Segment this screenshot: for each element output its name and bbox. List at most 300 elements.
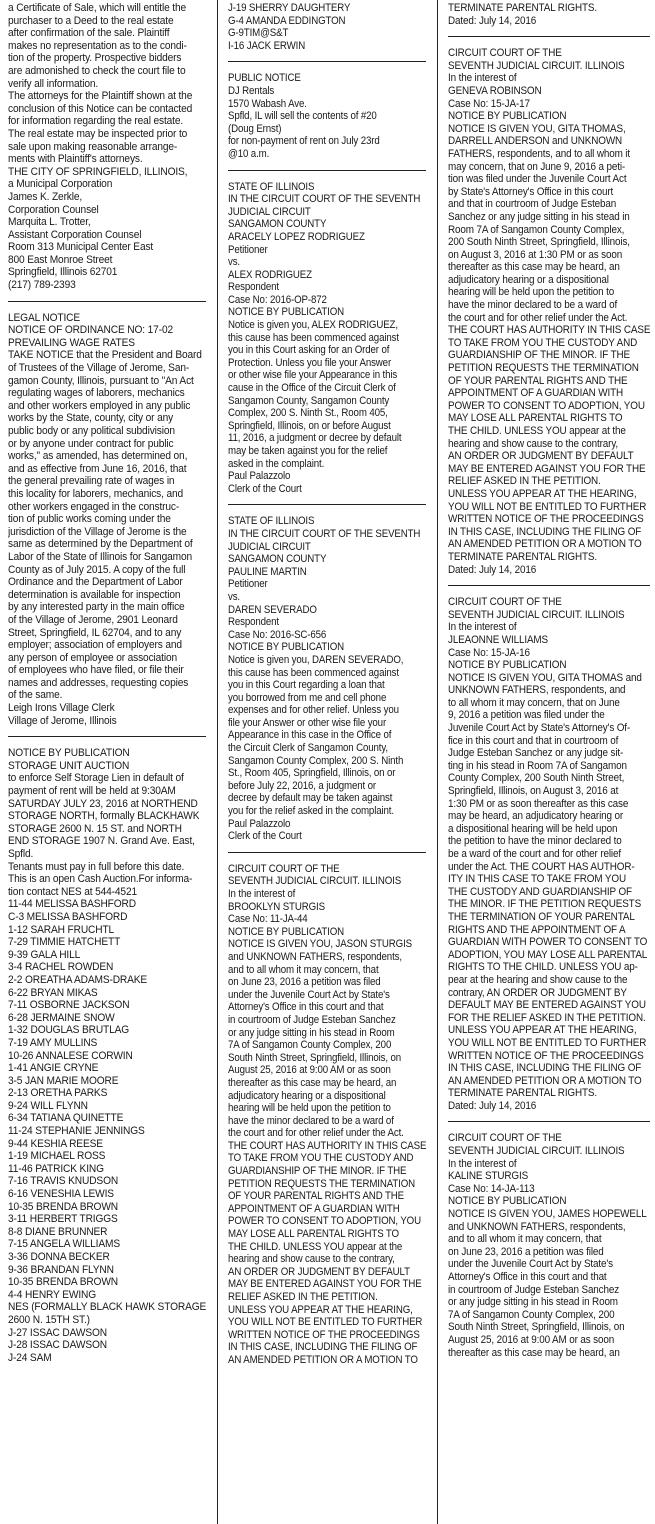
notice-line: SATURDAY JULY 23, 2016 at NORTHEND [8, 797, 198, 810]
notice-line: other workers engaged in the construc- [8, 500, 180, 513]
notice-line: public body or any political subdivision [8, 425, 175, 437]
notice-separator [8, 736, 206, 737]
notice-line: THE TERMINATION OF YOUR PARENTAL [448, 910, 635, 923]
notice-line: Notice is given you, DAREN SEVERADO, [228, 653, 404, 666]
notice-line: NOTICE BY PUBLICATION [8, 747, 130, 760]
notice-line: RELIEF ASKED IN THE PETITION. [228, 1291, 378, 1303]
notice-line: asked in the complaint. [228, 457, 325, 470]
notice-line: in courtroom of Judge Esteban Sanchez [448, 1283, 620, 1296]
notice-line: PAULINE MARTIN [228, 565, 307, 578]
notice-line: AN AMENDED PETITION OR A MOTION TO [448, 538, 642, 551]
notice-line: gamon County, Illinois, pursuant to "An Act [8, 374, 194, 387]
column-divider [437, 0, 438, 1524]
notice-line: SEVENTH JUDICIAL CIRCUIT. ILLINOIS [228, 875, 402, 888]
notice-line: vs. [228, 590, 241, 603]
notice-separator [448, 36, 650, 37]
column-divider [217, 0, 218, 1524]
notice-line: SEVENTH JUDICIAL CIRCUIT. ILLINOIS [448, 608, 625, 621]
notice-line: SEVENTH JUDICIAL CIRCUIT. ILLINOIS [448, 59, 625, 72]
notice-line: 3-11 HERBERT TRIGGS [8, 1213, 118, 1226]
legal-notice [448, 2, 650, 27]
notice-line: and to all whom it may concern, that [228, 963, 379, 976]
notice-line: employer; association of employers and [8, 639, 182, 652]
notice-line: PETITION REQUESTS THE TERMINATION [448, 362, 639, 375]
notice-line: 200 South Ninth Street, Springfield, Illinois, [448, 236, 630, 249]
notice-line: NOTICE BY PUBLICATION [448, 110, 567, 123]
notice-line: Appearance in this case in the Office of [228, 729, 392, 742]
notice-line: FATHERS, respondents, and to all whom it [448, 147, 630, 160]
notice-line: a Certificate of Sale, which will entitle the [8, 2, 187, 14]
notice-line: MAY BE ENTERED AGAINST YOU FOR THE [448, 462, 646, 475]
notice-line: hearing will be held upon the petition to [228, 1102, 391, 1115]
notice-line: adjudicatory hearing or a dispositional [448, 273, 609, 286]
notice-line: Respondent [228, 616, 280, 629]
notice-line: Case No: 2016-SC-656 [228, 628, 327, 641]
notice-line: RIGHTS AND THE APPOINTMENT OF A [448, 923, 626, 936]
legal-notice [448, 596, 650, 1112]
notice-line: to enforce Self Storage Lien in default of [8, 772, 184, 785]
notice-line: 7-15 ANGELA WILLIAMS [8, 1238, 121, 1251]
notice-line: this cause has been commenced against [228, 666, 399, 679]
notice-line: may be heard, an adjudicatory hearing or [448, 810, 624, 823]
notice-line: JUDICIAL CIRCUIT [228, 540, 311, 553]
notice-line: 3-4 RACHEL ROWDEN [8, 961, 114, 974]
notice-line: of employees who have filed, or file their [8, 664, 184, 677]
notice-line: KALINE STURGIS [448, 1170, 529, 1183]
notice-line: Clerk of the Court [228, 482, 302, 495]
notice-line: verify all information. [8, 77, 99, 90]
notice-line: RIGHTS TO THE CHILD. UNLESS YOU ap- [448, 961, 638, 974]
notice-line: DEFAULT MAY BE ENTERED AGAINST YOU [448, 999, 646, 1012]
notice-line: you in this Court asking for an Order of [228, 344, 390, 357]
notice-line: UNLESS YOU APPEAR AT THE HEARING, [448, 1024, 637, 1037]
notice-line: may be taken against you for the relief [228, 445, 388, 457]
notice-line: I-16 JACK ERWIN [228, 39, 306, 52]
notice-line: THE COURT HAS AUTHORITY IN THIS CASE [228, 1139, 426, 1152]
notice-line: 6-16 VENESHIA LEWIS [8, 1188, 114, 1201]
notice-line: 6-34 TATIANA QUINETTE [8, 1112, 124, 1125]
notice-line: THE CHILD. UNLESS YOU appear at the [448, 425, 626, 437]
notice-line: 8-8 DIANE BRUNNER [8, 1225, 108, 1238]
notice-line: for non-payment of rent on July 23rd [228, 135, 380, 148]
notice-line: 7-16 TRAVIS KNUDSON [8, 1175, 119, 1188]
notice-line: 2-2 OREATHA ADAMS-DRAKE [8, 973, 148, 986]
notice-line: G-4 AMANDA EDDINGTON [228, 14, 346, 27]
notice-line: Protection. Unless you file your Answer [228, 356, 392, 369]
notice-line: STORAGE UNIT AUCTION [8, 759, 130, 772]
notice-line: Respondent [228, 281, 280, 294]
notice-line: ARACELY LOPEZ RODRIGUEZ [228, 230, 365, 243]
notice-line: Attorney's Office in this court and that [228, 1001, 384, 1014]
notice-line: or by anyone under contract for public [8, 437, 174, 450]
notice-line: POWER TO CONSENT TO ADOPTION, YOU [448, 399, 645, 412]
notice-line: or other wise file your Appearance in this [228, 369, 398, 382]
notice-line: thereafter as this case may be heard, an [228, 1076, 397, 1089]
notice-line: thereafter as this case may be heard, an [448, 261, 620, 274]
notice-line: 10-35 BRENDA BROWN [8, 1276, 119, 1289]
notice-line: BROOKLYN STURGIS [228, 900, 325, 913]
notice-separator [8, 301, 206, 302]
notice-line: 11, 2016, a judgment or decree by default [228, 432, 402, 445]
notice-line: you for the relief asked in the complaint. [228, 805, 394, 818]
notice-line: the Circuit Clerk of Sangamon County, [228, 742, 388, 755]
notice-line: makes no representation as to the condi- [8, 39, 187, 52]
notice-line: JLEAONNE WILLIAMS [448, 633, 549, 646]
notice-line: contrary, AN ORDER OR JUDGMENT BY [448, 986, 627, 999]
notice-line: fice in this court and that in courtroom of [448, 734, 619, 747]
notice-line: CIRCUIT COURT OF THE [448, 596, 562, 609]
notice-line: Notice is given you, ALEX RODRIGUEZ, [228, 319, 398, 332]
notice-line: Springfield, Illinois 62701 [8, 266, 118, 279]
notice-line: THE CUSTODY AND GUARDIANSHIP OF [448, 885, 632, 898]
notice-line: J-27 ISSAC DAWSON [8, 1326, 108, 1339]
notice-line: ments with Plaintiff's attorneys. [8, 153, 143, 166]
notice-line: In the interest of [448, 621, 517, 634]
notice-line: AN ORDER OR JUDGMENT BY DEFAULT [228, 1265, 410, 1278]
notice-line: under the Juvenile Court Act by State's [448, 1258, 613, 1271]
notice-line: YOU WILL NOT BE ENTITLED TO FURTHER [228, 1316, 423, 1329]
notice-line: YOU WILL NOT BE ENTITLED TO FURTHER [448, 1036, 647, 1049]
notice-line: Springfield, Illinois, on or before August [228, 419, 391, 432]
notice-line: PUBLIC NOTICE [228, 72, 301, 85]
notice-line: 10-35 BRENDA BROWN [8, 1200, 119, 1213]
notice-line: in courtroom of Judge Esteban Sanchez [228, 1013, 396, 1026]
notice-line: Case No: 11-JA-44 [228, 913, 308, 926]
notice-line: IN THE CIRCUIT COURT OF THE SEVENTH [228, 193, 421, 206]
notice-line: TO TAKE FROM YOU THE CUSTODY AND [448, 336, 638, 349]
notice-line: you in this Court regarding a loan that [228, 679, 385, 692]
notice-line: G-9TIM@S&T [228, 27, 289, 40]
notice-line: to all whom it may concern, that on June [448, 696, 620, 709]
notice-line: NOTICE BY PUBLICATION [448, 659, 567, 672]
notice-line: IN THIS CASE, INCLUDING THE FILING OF [448, 1062, 642, 1075]
notice-line: FOR THE RELIEF ASKED IN THE PETITION. [448, 1011, 646, 1024]
notice-line: Juvenile Court Act by State's Attorney's Of- [448, 722, 631, 735]
legal-notice [228, 863, 426, 1367]
notice-line: 9-24 WILL FLYNN [8, 1099, 88, 1112]
notice-line: NOTICE BY PUBLICATION [228, 925, 345, 938]
notice-line: decree by default may be taken against [228, 792, 393, 805]
notice-line: WRITTEN NOTICE OF THE PROCEEDINGS [448, 513, 644, 526]
notice-line: hearing and show cause to the contrary, [228, 1253, 395, 1266]
notice-line: 4-4 HENRY EWING [8, 1288, 97, 1301]
notice-line: 1-41 ANGIE CRYNE [8, 1062, 99, 1075]
notice-line: have the minor declared to be a ward of [228, 1114, 394, 1127]
notice-line: DAREN SEVERADO [228, 603, 317, 616]
notice-line: UNLESS YOU APPEAR AT THE HEARING, [228, 1303, 413, 1316]
notice-line: Labor of the State of Illinois for Sangamon [8, 550, 193, 563]
notice-line: file your Answer or other wise file your [228, 716, 387, 729]
notice-line: STATE OF ILLINOIS [228, 515, 315, 528]
notice-line: tion of public works coming under the [8, 513, 171, 526]
notice-line: conclusion of this Notice can be contacted [8, 102, 193, 115]
notice-line: sale upon making reasonable arrange- [8, 140, 178, 153]
notice-line: by any interested party in the main office [8, 601, 185, 614]
notice-line: OF YOUR PARENTAL RIGHTS AND THE [228, 1190, 404, 1203]
legal-notice [228, 2, 426, 52]
notice-line: SANGAMON COUNTY [228, 218, 327, 231]
notice-line: GUARDIANSHIP OF THE MINOR. IF THE [448, 349, 630, 362]
notice-line: ting in his stead in Room 7A of Sangamon [448, 759, 627, 772]
notice-line: PREVAILING WAGE RATES [8, 336, 135, 349]
notice-line: may concern, that on June 9, 2016 a peti- [448, 160, 626, 173]
notice-line: Paul Palazzolo [228, 470, 291, 483]
legal-notice [8, 312, 206, 728]
notice-line: NOTICE BY PUBLICATION [448, 1195, 567, 1208]
notice-line: 9, 2016 a petition was filed under the [448, 709, 605, 722]
notice-line: CIRCUIT COURT OF THE [448, 1132, 562, 1145]
notice-line: 6-28 JERMAINE SNOW [8, 1011, 115, 1024]
notice-line: vs. [228, 256, 241, 269]
notice-line: works by the State, county, city or any [8, 412, 174, 425]
notice-line: Village of Jerome, Illinois [8, 714, 117, 727]
notice-line: under the Juvenile Court Act by State's [228, 988, 390, 1001]
notice-line: IN THE CIRCUIT COURT OF THE SEVENTH [228, 527, 421, 540]
notice-line: Attorney's Office in this court and that [448, 1271, 607, 1283]
notice-line: STATE OF ILLINOIS [228, 180, 315, 193]
notice-line: 9-36 BRANDAN FLYNN [8, 1263, 114, 1276]
notice-line: and UNKNOWN FATHERS, respondents, [228, 950, 402, 963]
legal-notice [8, 747, 206, 1364]
notice-line: the general prevailing rate of wages in [8, 475, 175, 488]
notice-line: Spfld, IL will sell the contents of #20 [228, 110, 377, 123]
notice-line: for information regarding the real estate. [8, 115, 184, 128]
notice-line: purchaser to a Deed to the real estate [8, 14, 174, 27]
notice-line: Marquita L. Trotter, [8, 216, 91, 229]
notice-line: NES (FORMALLY BLACK HAWK STORAGE [8, 1301, 206, 1314]
notice-line: In the interest of [448, 1157, 517, 1170]
notice-line: are admonished to check the court file to [8, 64, 186, 77]
notice-line: and to all whom it may concern, that [448, 1233, 602, 1246]
notice-line: J-28 ISSAC DAWSON [8, 1339, 108, 1352]
notice-line: POWER TO CONSENT TO ADOPTION, YOU [228, 1215, 421, 1228]
notice-line: J-19 SHERRY DAUGHTERY [228, 2, 351, 14]
notice-line: the court and for other relief under the Act. [228, 1127, 404, 1140]
notice-line: 800 East Monroe Street [8, 253, 113, 266]
column-2 [228, 2, 426, 1522]
notice-line: 10-26 ANNALESE CORWIN [8, 1049, 133, 1062]
notice-line: 7A of Sangamon County Complex, 200 [228, 1039, 392, 1052]
notice-line: MAY BE ENTERED AGAINST YOU FOR THE [228, 1278, 422, 1291]
notice-line: MAY LOSE ALL PARENTAL RIGHTS TO [228, 1228, 399, 1241]
notice-line: Case No: 14-JA-113 [448, 1182, 535, 1195]
notice-line: August 25, 2016 at 9:00 AM or as soon [448, 1333, 615, 1346]
notice-line: Paul Palazzolo [228, 817, 291, 830]
notice-line: ITY IN THIS CASE TO TAKE FROM YOU [448, 873, 626, 886]
notice-line: Corporation Counsel [8, 203, 99, 216]
notice-line: a Municipal Corporation [8, 178, 113, 191]
notice-line: Clerk of the Court [228, 830, 302, 843]
notice-line: NOTICE BY PUBLICATION [228, 306, 345, 319]
notice-line: 9-44 KESHIA REESE [8, 1137, 103, 1150]
notice-line: 9-39 GALA HILL [8, 948, 81, 961]
column-1 [8, 2, 206, 1522]
notice-line: IN THIS CASE, INCLUDING THE FILING OF [448, 525, 642, 538]
notice-line: of the Village of Jerome, 2901 Leonard [8, 613, 178, 626]
notice-line: under the Act. THE COURT HAS AUTHOR- [448, 860, 635, 873]
notice-line: TERMINATE PARENTAL RIGHTS. [448, 2, 598, 14]
notice-line: The attorneys for the Plaintiff shown at the [8, 90, 193, 103]
notice-line: you borrowed from me and cell phone [228, 691, 387, 704]
notice-line: on June 23, 2016 a petition was filed [228, 976, 381, 989]
notice-line: AN ORDER OR JUDGMENT BY DEFAULT [448, 450, 634, 463]
notice-line: RELIEF ASKED IN THE PETITION. [448, 475, 601, 488]
notice-line: Room 7A of Sangamon County Complex, [448, 223, 625, 236]
notice-line: adjudicatory hearing or a dispositional [228, 1089, 386, 1102]
notice-line: SANGAMON COUNTY [228, 553, 327, 566]
notice-line: 11-46 PATRICK KING [8, 1162, 104, 1175]
notice-line: In the interest of [228, 888, 296, 900]
notice-line: cause in the Office of the Circuit Clerk of [228, 382, 396, 395]
notice-line: Dated: July 14, 2016 [448, 563, 537, 576]
notice-line: 7A of Sangamon County Complex, 200 [448, 1308, 615, 1321]
notice-line: 7-19 AMY MULLINS [8, 1036, 98, 1049]
notice-line: The real estate may be inspected prior to [8, 127, 188, 140]
notice-line: payment of rent will be held at 9:30AM [8, 785, 176, 798]
legal-notice [8, 2, 206, 292]
notice-line: Sanchez or any judge sitting in his stead in [448, 210, 630, 223]
notice-line: Springfield, Illinois, on August 3, 2016 at [448, 785, 619, 798]
notice-line: THE MINOR. IF THE PETITION REQUESTS [448, 898, 642, 911]
notice-line: tion contact NES at 544-4521 [8, 885, 137, 898]
notice-line: ADOPTION, YOU MAY LOSE ALL PARENTAL [448, 948, 648, 961]
notice-line: tion was filed under the Juvenile Court Act [448, 173, 627, 186]
notice-line: be a ward of the court and for other relief [448, 848, 621, 860]
notice-line: the petition to have the minor declared to [448, 835, 622, 848]
notice-line: a dispositional hearing will be held upon [448, 822, 618, 835]
notice-line: August 25, 2016 at 9:00 AM or as soon [228, 1064, 391, 1077]
notice-line: same as determined by the Department of [8, 538, 193, 551]
legal-notice [228, 72, 426, 160]
notice-line: Ordinance and the Department of Labor [8, 576, 183, 589]
notice-line: OF YOUR PARENTAL RIGHTS AND THE [448, 374, 628, 387]
notice-line: PETITION REQUESTS THE TERMINATION [228, 1177, 416, 1190]
notice-line: 7-29 TIMMIE HATCHETT [8, 936, 121, 949]
notice-line: 2600 N. 15TH ST.) [8, 1313, 90, 1326]
legal-notice [228, 181, 426, 496]
notice-line: 3-5 JAN MARIE MOORE [8, 1074, 119, 1087]
notice-line: APPOINTMENT OF A GUARDIAN WITH [448, 387, 624, 400]
notice-line: South Ninth Street, Springfield, Illinois, on [448, 1321, 625, 1334]
notice-line: before July 22, 2016, a judgment or [228, 779, 376, 792]
notice-line: CIRCUIT COURT OF THE [228, 862, 340, 875]
notice-line: TERMINATE PARENTAL RIGHTS. [448, 1087, 598, 1100]
notice-line: Sangamon County, Sangamon County [228, 394, 390, 407]
notice-separator [228, 852, 426, 853]
legal-notice [448, 47, 650, 576]
notice-line: Sangamon County Complex, 200 S. Ninth [228, 754, 404, 767]
notice-line: In the interest of [448, 72, 517, 85]
notice-line: This is an open Cash Auction.For informa- [8, 873, 193, 886]
notice-separator [228, 61, 426, 62]
notice-line: END STORAGE 1907 N. Grand Ave. East, [8, 835, 195, 848]
notice-line: 3-36 DONNA BECKER [8, 1251, 110, 1263]
notice-line: Complex, 200 S. Ninth St., Room 405, [228, 407, 388, 420]
notice-line: @10 a.m. [228, 147, 270, 160]
notice-separator [228, 170, 426, 171]
notice-line: of the same. [8, 689, 63, 702]
notice-line: tion of the property. Prospective bidders [8, 52, 182, 65]
notice-line: IN THIS CASE, INCLUDING THE FILING OF [228, 1341, 418, 1354]
notice-line: 11-44 MELISSA BASHFORD [8, 898, 136, 911]
notice-line: LEGAL NOTICE [8, 311, 81, 324]
notice-line: of Trustees of the Village of Jerome, San- [8, 362, 190, 375]
notice-line: County Complex, 200 South Ninth Street, [448, 772, 625, 785]
notice-line: or any judge sitting in his stead in Room [228, 1026, 395, 1039]
notice-line: St., Room 405, Springfield, Illinois, on or [228, 767, 396, 780]
notice-line: THE CHILD. UNLESS YOU appear at the [228, 1240, 403, 1253]
notice-line: NOTICE IS GIVEN YOU, JASON STURGIS [228, 938, 413, 951]
notice-line: or any judge sitting in his stead in Room [448, 1296, 618, 1309]
notice-line: Assistant Corporation Counsel [8, 228, 142, 241]
notice-line: determination is available for inspection [8, 588, 181, 601]
notice-line: Tenants must pay in full before this date. [8, 860, 185, 873]
notice-line: YOU WILL NOT BE ENTITLED TO FURTHER [448, 500, 647, 513]
notice-line: TAKE NOTICE that the President and Board [8, 349, 202, 362]
notice-line: GUARDIANSHIP OF THE MINOR. IF THE [228, 1165, 407, 1178]
notice-line: DJ Rentals [228, 84, 275, 97]
notice-line: C-3 MELISSA BASHFORD [8, 910, 128, 923]
notice-line: WRITTEN NOTICE OF THE PROCEEDINGS [228, 1328, 420, 1341]
notice-line: Case No: 15-JA-16 [448, 646, 530, 659]
notice-line: and other workers employed in any public [8, 399, 191, 412]
notice-line: UNKNOWN FATHERS, respondents, and [448, 684, 626, 697]
notice-line: NOTICE BY PUBLICATION [228, 641, 345, 654]
notice-line: after confirmation of the sale. Plaintiff [8, 27, 170, 40]
notice-line: AN AMENDED PETITION OR A MOTION TO [228, 1353, 418, 1366]
notice-line: by State's Attorney's Office in this court [448, 185, 614, 198]
notice-line: Room 313 Municipal Center East [8, 241, 154, 254]
notice-line: on June 23, 2016 a petition was filed [448, 1245, 604, 1258]
notice-line: SEVENTH JUDICIAL CIRCUIT. ILLINOIS [448, 1145, 625, 1158]
notice-line: 1570 Wabash Ave. [228, 97, 307, 110]
notice-line: hearing and show cause to the contrary, [448, 437, 619, 450]
notice-line: hearing will be held upon the petition to [448, 286, 615, 299]
notice-line: ALEX RODRIGUEZ [228, 268, 312, 281]
notice-line: 1-32 DOUGLAS BRUTLAG [8, 1024, 130, 1037]
notice-line: County as of July 2015. A copy of the full [8, 563, 186, 576]
legal-notice [448, 1132, 650, 1359]
notice-line: Petitioner [228, 243, 268, 256]
notice-line: regulating wages of laborers, mechanics [8, 387, 185, 400]
notice-line: this locality for laborers, mechanics, and [8, 487, 184, 500]
notice-line: Street, Springfield, IL 62704, and to any [8, 626, 182, 639]
notice-line: 2-13 ORETHA PARKS [8, 1087, 108, 1100]
notice-line: and that in courtroom of Judge Esteban [448, 198, 617, 211]
notice-separator [448, 585, 650, 586]
notice-line: THE COURT HAS AUTHORITY IN THIS CASE [448, 324, 650, 337]
notice-line: STORAGE NORTH, formally BLACKHAWK [8, 810, 200, 823]
notice-line: APPOINTMENT OF A GUARDIAN WITH [228, 1202, 400, 1215]
notice-line: thereafter as this case may be heard, an [448, 1346, 620, 1359]
notice-line: WRITTEN NOTICE OF THE PROCEEDINGS [448, 1049, 644, 1062]
notice-line: 7-11 OSBORNE JACKSON [8, 999, 130, 1012]
notice-line: Judge Esteban Sanchez or any judge sit- [448, 747, 624, 760]
notice-separator [448, 1121, 650, 1122]
notice-line: STORAGE 2600 N. 15 ST. and NORTH [8, 822, 182, 835]
notice-line: any person of employee or association [8, 651, 177, 664]
notice-line: on August 3, 2016 at 1:30 PM or as soon [448, 248, 623, 261]
notice-line: NOTICE IS GIVEN YOU, GITA THOMAS, [448, 122, 626, 135]
notice-line: CIRCUIT COURT OF THE [448, 47, 562, 60]
notice-line: J-24 SAM [8, 1351, 52, 1364]
notice-line: UNLESS YOU APPEAR AT THE HEARING, [448, 487, 637, 500]
notice-line: jurisdiction of the Village of Jerome is the [8, 525, 187, 538]
notice-line: MAY LOSE ALL PARENTAL RIGHTS TO [448, 412, 623, 425]
notice-line: Dated: July 14, 2016 [448, 1099, 537, 1112]
notice-line: JUDICIAL CIRCUIT [228, 205, 311, 218]
notice-line: James K. Zerkle, [8, 190, 83, 203]
